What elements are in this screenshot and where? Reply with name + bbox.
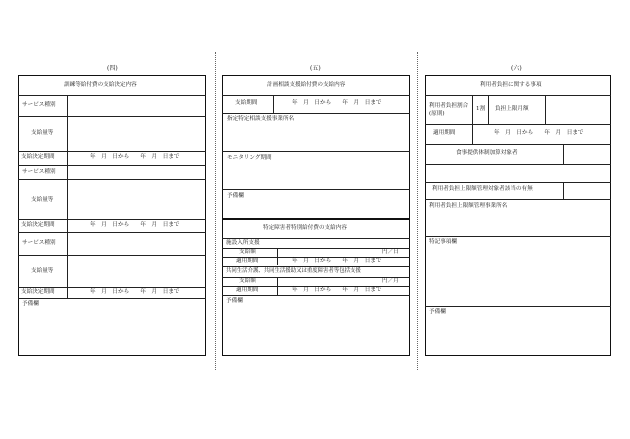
group-apply-label: 適用期間 xyxy=(236,287,259,293)
decision-period-value-1: 年 月 日から 年 月 日まで xyxy=(90,154,180,160)
decision-period-value-3: 年 月 日から 年 月 日まで xyxy=(90,289,180,295)
facility-amount-unit: 円／日 xyxy=(382,249,399,255)
service-type-label-3: サービス種別 xyxy=(22,240,56,246)
group-amount-unit: 円／月 xyxy=(382,278,399,284)
special-notes-label: 特記事項欄 xyxy=(429,239,457,245)
user-burden-title: 利用者負担に関する事項 xyxy=(480,82,542,88)
cap-management-office-label: 利用者負担上限額管理事業所名 xyxy=(429,203,508,209)
consultation-office-label: 指定特定相談支援事業所名 xyxy=(227,116,295,122)
decision-period-label-1: 支給決定期間 xyxy=(21,154,55,160)
payment-period-label: 支給期間 xyxy=(235,100,258,106)
section-number-5: (五) xyxy=(310,65,321,72)
section-number-4: (四) xyxy=(107,65,118,72)
remarks-label-col2-upper: 予備欄 xyxy=(227,193,244,199)
burden-cap-label: 負担上限月額 xyxy=(495,106,529,112)
cap-management-label: 利用者負担上限額管理対象者該当の有無 xyxy=(432,186,533,192)
facility-apply-label: 適用期間 xyxy=(236,258,259,264)
remarks-label-col1: 予備欄 xyxy=(22,301,39,307)
column-separator-left xyxy=(215,52,216,370)
service-type-label-2: サービス種別 xyxy=(22,169,56,175)
remarks-label-col2-lower: 予備欄 xyxy=(226,298,243,304)
burden-apply-label: 適用期間 xyxy=(433,130,456,136)
payment-period-value: 年 月 日から 年 月 日まで xyxy=(292,100,382,106)
amount-label-2: 支給量等 xyxy=(31,197,54,203)
group-living-label: 共同生活介護、共同生活援助又は重度障害者等包括支援 xyxy=(226,268,361,274)
burden-apply-value: 年 月 日から 年 月 日まで xyxy=(494,130,584,136)
service-type-label-1: サービス種別 xyxy=(22,102,56,108)
training-benefit-title: 訓練等給付費の支給決定内容 xyxy=(64,82,137,88)
monitoring-period-label: モニタリング期間 xyxy=(227,155,272,161)
plan-consultation-table xyxy=(222,75,410,219)
training-benefit-table xyxy=(18,75,206,356)
plan-consultation-title: 計画相談支援給付費の支給内容 xyxy=(267,82,346,88)
section-number-6: (六) xyxy=(511,65,522,72)
group-amount-label: 支給額 xyxy=(239,278,256,284)
amount-label-1: 支給量等 xyxy=(31,130,54,136)
decision-period-label-2: 支給決定期間 xyxy=(21,222,55,228)
facility-amount-label: 支給額 xyxy=(239,249,256,255)
amount-label-3: 支給量等 xyxy=(31,268,54,274)
decision-period-value-2: 年 月 日から 年 月 日まで xyxy=(90,222,180,228)
decision-period-label-3: 支給決定期間 xyxy=(21,289,55,295)
facility-apply-value: 年 月 日から 年 月 日まで xyxy=(292,258,382,264)
burden-ratio-value: 1割 xyxy=(476,106,486,112)
column-separator-right xyxy=(417,52,418,370)
burden-ratio-label: 利用者負担割合(原則) xyxy=(429,103,469,118)
group-apply-value: 年 月 日から 年 月 日まで xyxy=(292,287,382,293)
remarks-label-col3: 予備欄 xyxy=(429,309,446,315)
meal-provision-label: 食事提供体制加算対象者 xyxy=(456,150,518,156)
special-benefit-title: 特定障害者特別給付費の支給内容 xyxy=(263,225,347,231)
facility-support-label: 施設入所支援 xyxy=(226,240,260,246)
